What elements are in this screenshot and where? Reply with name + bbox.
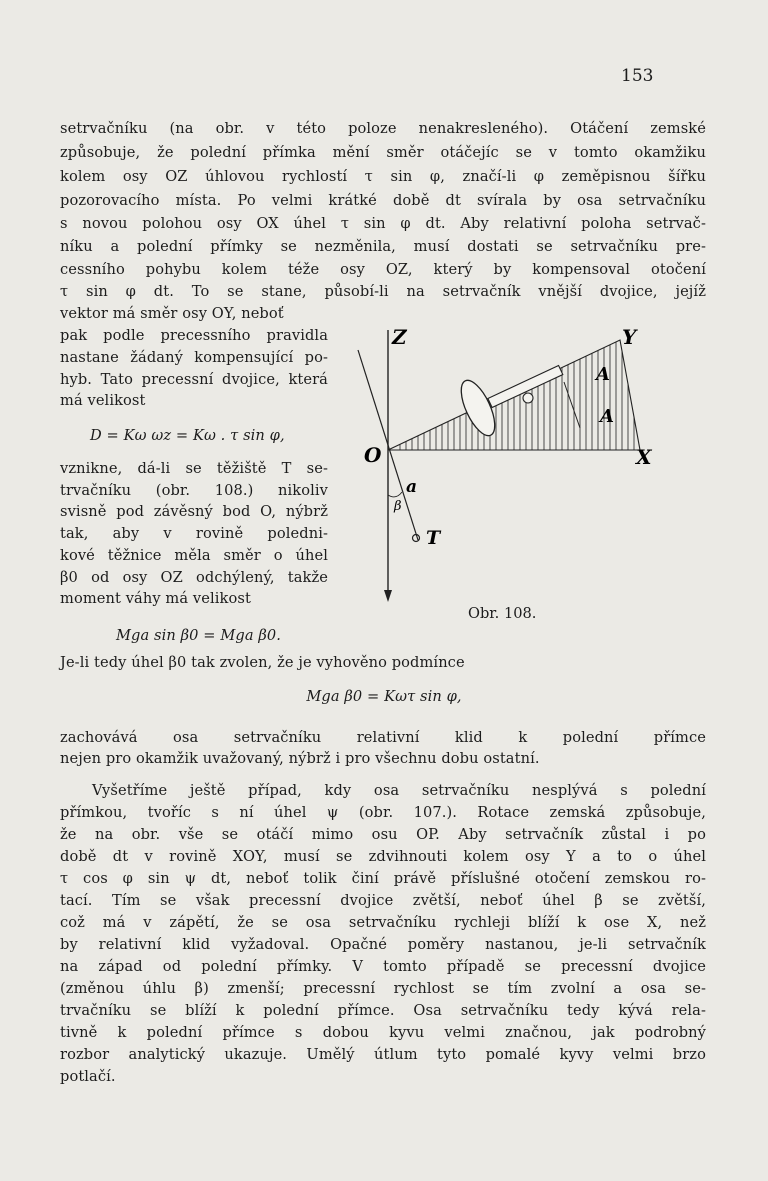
- text-line-24: Vyšetříme ještě případ, kdy osa setrvačníku nesplývá s polední: [92, 782, 706, 799]
- label-o: O: [364, 443, 382, 467]
- text-line-15: trvačníku (obr. 108.) nikoliv: [60, 482, 328, 499]
- figure-caption: Obr. 108.: [468, 605, 537, 622]
- text-line-3: kolem osy OZ úhlovou rychlostí τ sin φ, značí-li φ zeměpisnou šířku: [60, 168, 706, 185]
- text-line-36: rozbor analytický ukazuje. Umělý útlum tyto pomalé kyvy velmi brzo: [60, 1046, 706, 1063]
- label-a-small: a: [406, 477, 418, 497]
- gyrocompass-diagram: [340, 320, 670, 620]
- text-line-1: setrvačníku (na obr. v této poloze nenakresleného). Otáčení zemské: [60, 120, 706, 137]
- text-line-12: hyb. Tato precessní dvojice, která: [60, 371, 328, 388]
- figure-108: [340, 320, 670, 620]
- equation-d: D = Kω ωz = Kω . τ sin φ,: [90, 427, 285, 444]
- text-line-30: což má v zápětí, že se osa setrvačníku rychleji blíží k ose X, než: [60, 914, 706, 931]
- text-line-29: tací. Tím se však precessní dvojice zvětší, neboť úhel β se zvětší,: [60, 892, 706, 909]
- text-line-25: přímkou, tvoříc s ní úhel ψ (obr. 107.). Rotace zemská způsobuje,: [60, 804, 706, 821]
- text-line-6: níku a polední přímky se nezměnila, musí dostati se setrvačníku pre-: [60, 238, 706, 255]
- text-line-35: tivně k polední přímce s dobou kyvu velmi značnou, jak podrobný: [60, 1024, 706, 1041]
- text-line-5: s novou polohou osy OX úhel τ sin φ dt. Aby relativní poloha setrvač-: [60, 215, 706, 232]
- down-arrow: [384, 590, 392, 602]
- gyroscope: [454, 366, 580, 441]
- text-line-18: kové těžnice měla směr o úhel: [60, 547, 328, 564]
- text-line-11: nastane žádaný kompensující po-: [60, 349, 328, 366]
- text-line-31: by relativní klid vyžadoval. Opačné poměry nastanou, je-li setrvačník: [60, 936, 706, 953]
- label-y: Y: [622, 325, 637, 349]
- label-a2: A: [600, 406, 614, 427]
- label-t: T: [426, 527, 441, 549]
- text-line-21: Je-li tedy úhel β0 tak zvolen, že je vyhověno podmínce: [60, 654, 465, 671]
- text-line-16: svisně pod závěsný bod O, nýbrž: [60, 503, 328, 520]
- label-x: X: [636, 445, 652, 469]
- page-number: 153: [621, 66, 654, 86]
- text-line-23: nejen pro okamžik uvažovaný, nýbrž i pro všechnu dobu ostatní.: [60, 750, 540, 767]
- label-z: Z: [392, 325, 407, 349]
- text-line-34: trvačníku se blíží k polední přímce. Osa setrvačníku tedy kývá rela-: [60, 1002, 706, 1019]
- text-line-19: β0 od osy OZ odchýlený, takže: [60, 569, 328, 586]
- text-line-37: potlačí.: [60, 1068, 116, 1085]
- equation-condition: Mga β0 = Kωτ sin φ,: [306, 688, 462, 705]
- text-line-32: na západ od polední přímky. V tomto případě se precessní dvojice: [60, 958, 706, 975]
- text-line-33: (změnou úhlu β) zmenší; precessní rychlost se tím zvolní a osa se-: [60, 980, 706, 997]
- text-line-14: vznikne, dá-li se těžiště T se-: [60, 460, 328, 477]
- text-line-8: τ sin φ dt. To se stane, působí-li na setrvačník vnější dvojice, jejíž: [60, 283, 706, 300]
- beta-arc: [388, 492, 402, 497]
- text-line-27: době dt v rovině XOY, musí se zdvihnouti kolem osy Y a to o úhel: [60, 848, 706, 865]
- text-line-26: že na obr. vše se otáčí mimo osu OP. Aby setrvačník zůstal i po: [60, 826, 706, 843]
- text-line-28: τ cos φ sin ψ dt, neboť tolik činí právě příslušné otočení zemskou ro-: [60, 870, 706, 887]
- text-line-13: má velikost: [60, 392, 146, 409]
- text-line-22: zachovává osa setrvačníku relativní klid k polední přímce: [60, 729, 706, 746]
- text-line-4: pozorovacího místa. Po velmi krátké době dt svírala by osa setrvačníku: [60, 192, 706, 209]
- text-line-9: vektor má směr osy OY, neboť: [60, 305, 284, 322]
- label-beta: β: [394, 499, 402, 514]
- label-a1: A: [596, 364, 610, 385]
- equation-moment: Mga sin β0 = Mga β0.: [116, 627, 282, 644]
- text-line-7: cessního pohybu kolem téže osy OZ, který by kompensoval otočení: [60, 261, 706, 278]
- text-line-2: způsobuje, že polední přímka mění směr otáčejíc se v tomto okamžiku: [60, 144, 706, 161]
- text-line-10: pak podle precessního pravidla: [60, 327, 328, 344]
- text-line-17: tak, aby v rovině poledni-: [60, 525, 328, 542]
- text-line-20: moment váhy má velikost: [60, 590, 251, 607]
